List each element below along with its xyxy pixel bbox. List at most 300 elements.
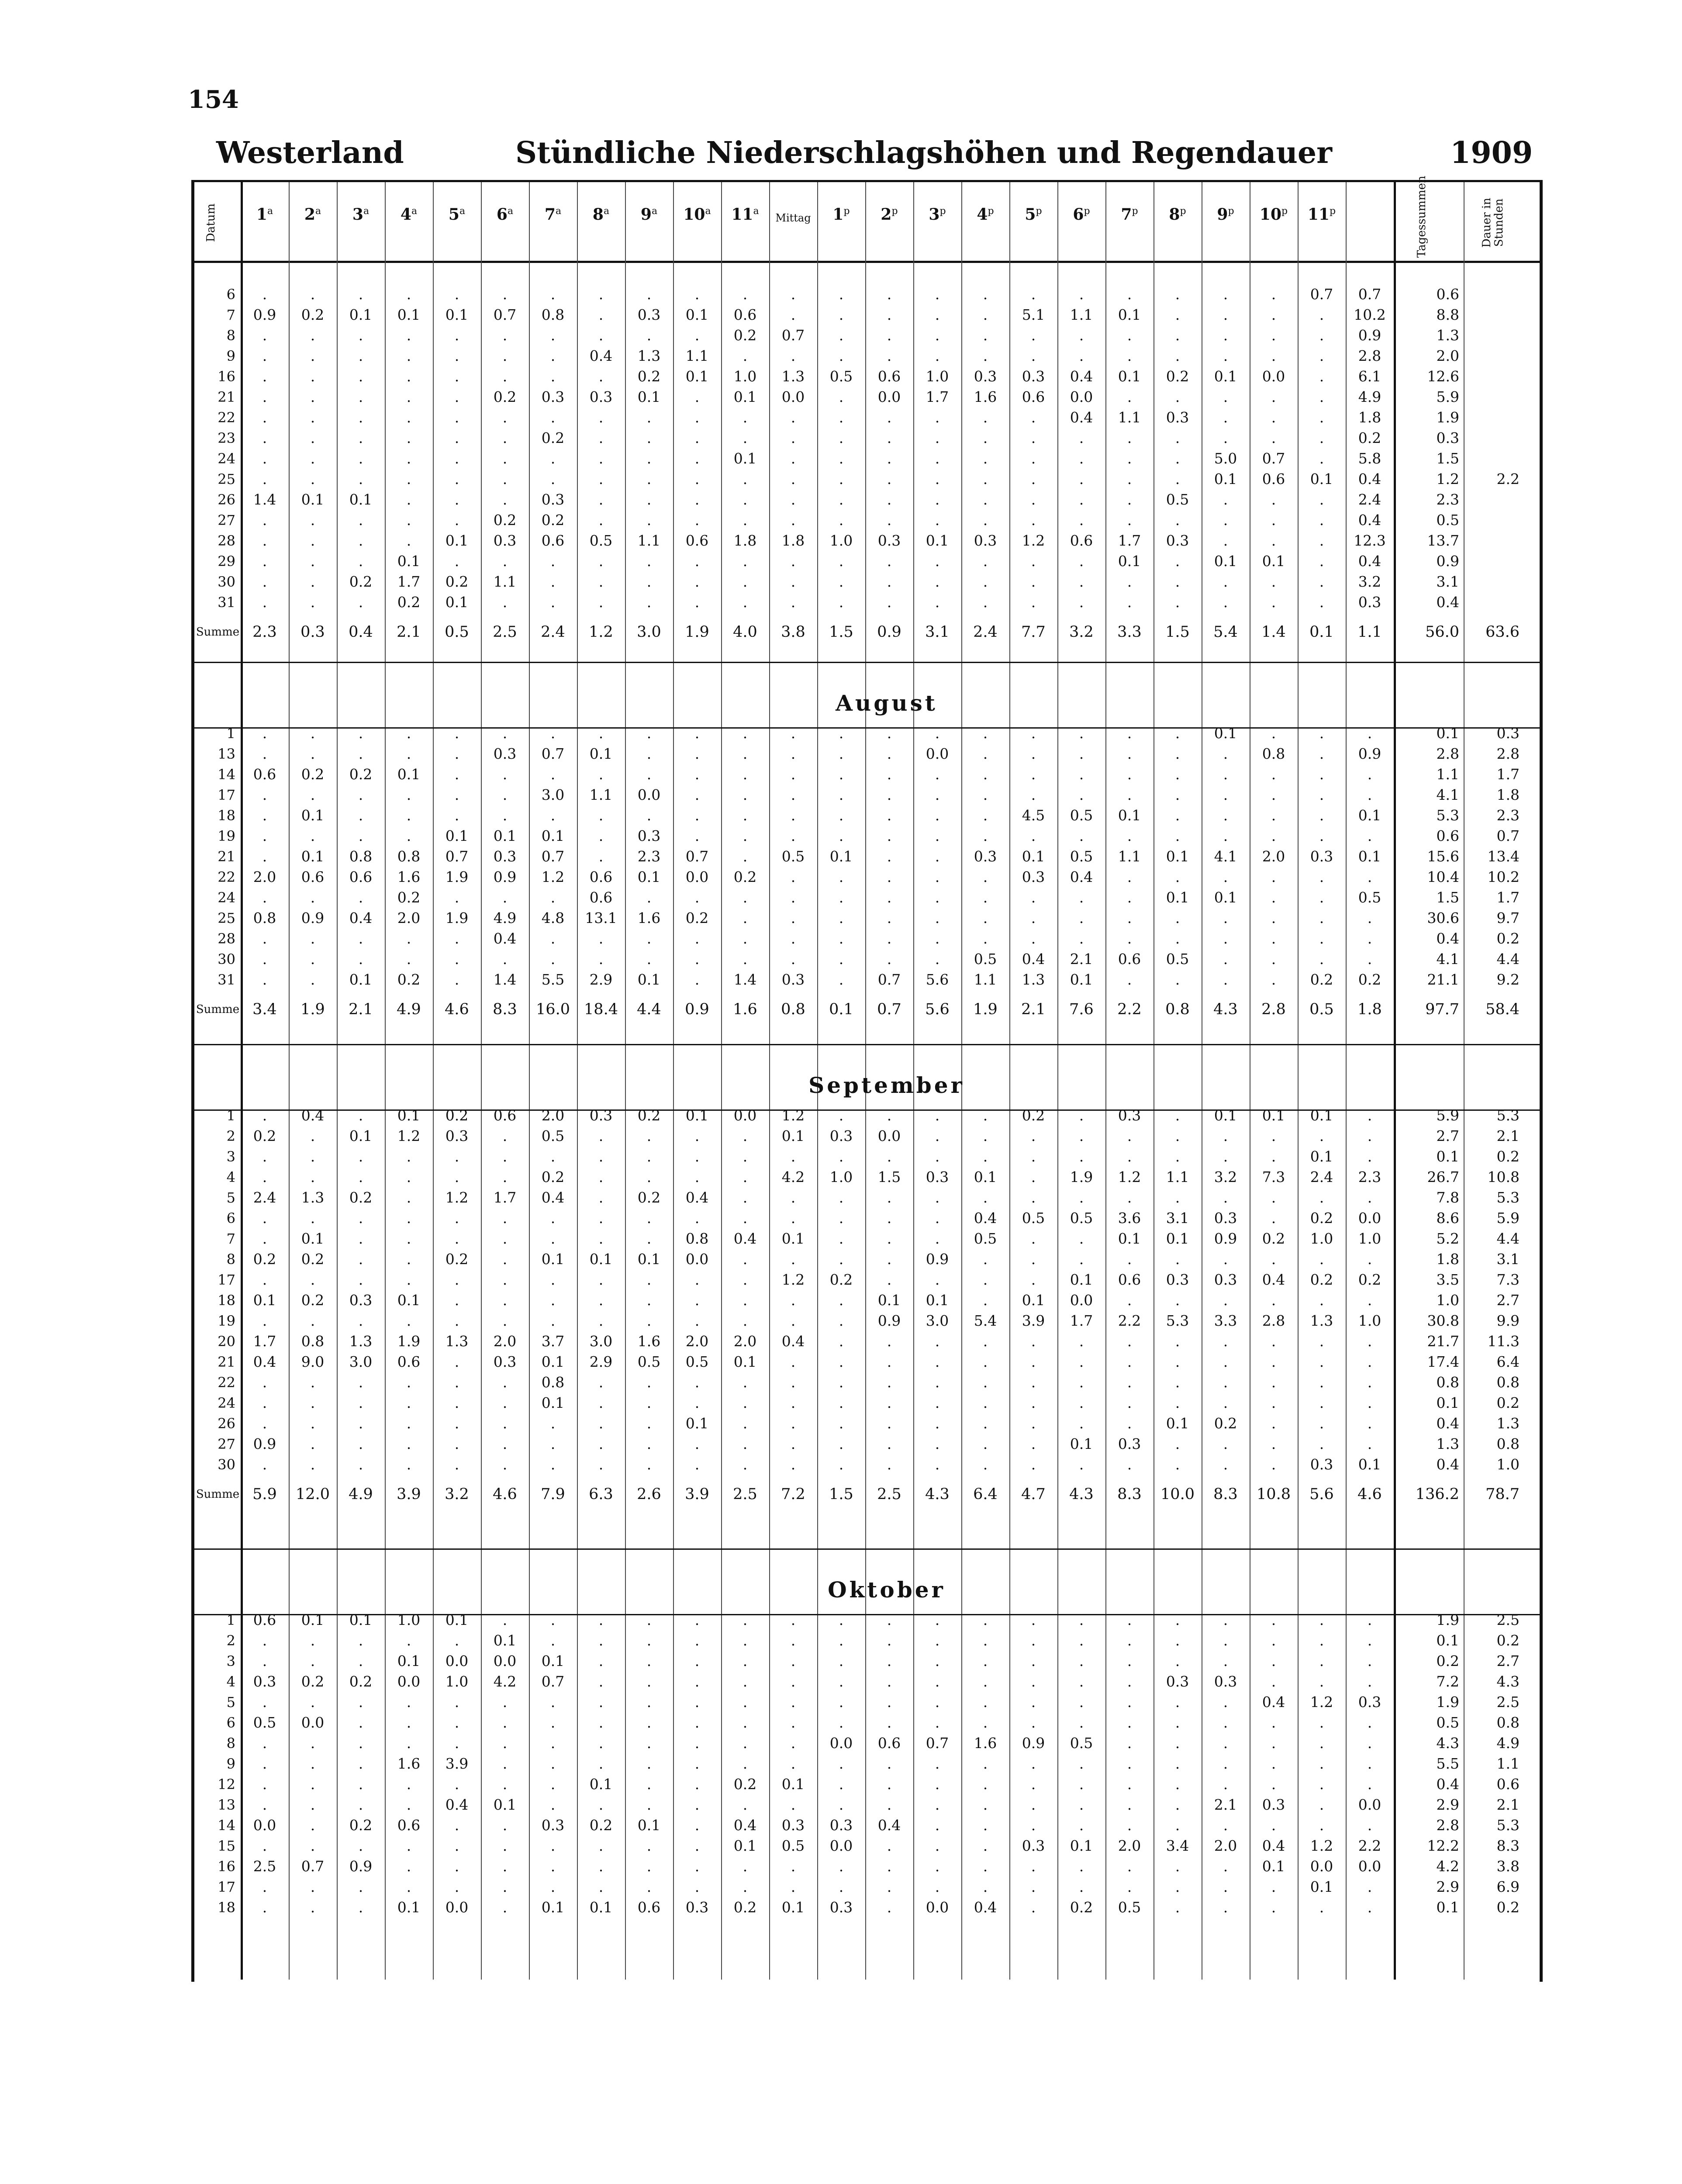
total-cell: 0.1 (1436, 1148, 1459, 1165)
value-cell: . (646, 470, 652, 487)
sum-row (195, 1475, 1524, 1514)
value-cell: 1.6 (637, 909, 661, 926)
value-cell: . (694, 745, 700, 762)
value-cell: . (839, 1333, 844, 1350)
value-cell: . (839, 409, 844, 426)
value-cell: 0.4 (1358, 553, 1382, 570)
value-cell: . (694, 827, 700, 844)
date-cell: 3 (226, 1148, 235, 1165)
value-cell: . (454, 1312, 459, 1329)
date-cell: 27 (218, 1435, 235, 1452)
value-cell: . (791, 347, 796, 364)
value-cell: . (1079, 1127, 1084, 1144)
sum-cell: 1.2 (589, 623, 613, 641)
value-cell: . (310, 1878, 315, 1895)
value-cell: 0.1 (541, 1353, 565, 1370)
value-cell: 0.3 (589, 388, 613, 405)
value-cell: . (1175, 1817, 1180, 1834)
value-cell: . (887, 1251, 892, 1268)
value-cell: . (262, 1878, 267, 1895)
value-cell: . (1223, 1189, 1228, 1206)
table-row (195, 530, 1524, 551)
value-cell: 0.7 (781, 327, 805, 344)
value-cell: 0.1 (253, 1292, 276, 1309)
value-cell: 3.6 (1118, 1209, 1141, 1227)
value-cell: 1.1 (1118, 848, 1141, 865)
value-cell: 0.1 (445, 1611, 469, 1628)
value-cell: . (310, 1693, 315, 1711)
value-cell: . (935, 491, 940, 508)
value-cell: . (550, 1837, 556, 1854)
value-cell: . (791, 1251, 796, 1268)
value-cell: . (262, 807, 267, 824)
value-cell: 0.7 (877, 971, 901, 988)
value-cell: . (1031, 409, 1036, 426)
value-cell: . (935, 409, 940, 426)
data-table (195, 1610, 1524, 1918)
value-cell: . (358, 1230, 363, 1247)
value-cell: 0.8 (541, 306, 565, 323)
value-cell: . (1127, 470, 1132, 487)
value-cell: 1.2 (1310, 1837, 1333, 1854)
value-cell: 1.1 (1070, 306, 1093, 323)
value-cell: . (1175, 306, 1180, 323)
total-cell: 0.6 (1436, 827, 1459, 844)
value-cell: . (454, 786, 459, 803)
value-cell: 2.3 (637, 848, 661, 865)
value-cell: . (502, 766, 508, 783)
value-cell: . (935, 1693, 940, 1711)
value-cell: 0.1 (445, 827, 469, 844)
value-cell: . (1175, 1333, 1180, 1350)
value-cell: . (358, 286, 363, 303)
value-cell: . (694, 1673, 700, 1690)
value-cell: . (1223, 1148, 1228, 1165)
total-cell: 2.9 (1436, 1796, 1459, 1813)
value-cell: . (1031, 1189, 1036, 1206)
value-cell: 1.3 (1022, 971, 1045, 988)
value-cell: . (502, 1456, 508, 1473)
value-cell: . (887, 1333, 892, 1350)
value-cell: . (791, 1611, 796, 1628)
value-cell: . (646, 1394, 652, 1411)
value-cell: . (887, 347, 892, 364)
total-cell: 4.4 (1496, 1230, 1520, 1247)
value-cell: . (550, 1611, 556, 1628)
total-cell: 0.7 (1496, 827, 1520, 844)
value-cell: . (1127, 971, 1132, 988)
value-cell: . (454, 930, 459, 947)
value-cell: . (935, 1394, 940, 1411)
value-cell: . (502, 491, 508, 508)
date-cell: 18 (218, 1899, 235, 1916)
value-cell: . (839, 1189, 844, 1206)
value-cell: . (1031, 1435, 1036, 1452)
value-cell: . (406, 1796, 411, 1813)
value-cell: . (1223, 388, 1228, 405)
value-cell: . (935, 827, 940, 844)
data-table (195, 284, 1524, 652)
value-cell: . (983, 409, 988, 426)
value-cell: 0.1 (685, 1415, 709, 1432)
table-row (195, 1372, 1524, 1393)
value-cell: . (406, 1209, 411, 1227)
value-cell: 1.2 (781, 1271, 805, 1288)
value-cell: 1.3 (349, 1333, 373, 1350)
value-cell: 0.3 (685, 1899, 709, 1916)
value-cell: . (502, 470, 508, 487)
value-cell: . (694, 786, 700, 803)
value-cell: 0.6 (589, 868, 613, 885)
value-cell: . (1079, 1714, 1084, 1731)
total-cell: 0.6 (1496, 1776, 1520, 1793)
value-cell: . (839, 950, 844, 968)
value-cell: . (262, 1652, 267, 1669)
value-cell: 0.7 (926, 1735, 949, 1752)
sum-cell: 4.3 (925, 1486, 950, 1503)
value-cell: . (550, 573, 556, 590)
value-cell: 1.4 (493, 971, 517, 988)
value-cell: . (1031, 1456, 1036, 1473)
total-cell: 0.5 (1436, 1714, 1459, 1731)
value-cell: . (646, 573, 652, 590)
value-cell: . (887, 1632, 892, 1649)
value-cell: . (983, 1189, 988, 1206)
value-cell: . (1319, 1189, 1324, 1206)
value-cell: . (1175, 1456, 1180, 1473)
value-cell: 0.1 (445, 306, 469, 323)
value-cell: . (550, 1456, 556, 1473)
value-cell: . (406, 745, 411, 762)
value-cell: . (310, 450, 315, 467)
value-cell: . (550, 286, 556, 303)
value-cell: . (1271, 347, 1276, 364)
value-cell: . (262, 1456, 267, 1473)
section-divider (191, 662, 1540, 663)
value-cell: . (1127, 1652, 1132, 1669)
value-cell: . (1319, 1127, 1324, 1144)
value-cell: . (1271, 1652, 1276, 1669)
value-cell: . (887, 1755, 892, 1772)
value-cell: . (310, 388, 315, 405)
value-cell: . (1127, 1878, 1132, 1895)
value-cell: . (694, 1817, 700, 1834)
value-cell: 0.3 (781, 1817, 805, 1834)
value-cell: . (550, 1714, 556, 1731)
value-cell: . (1367, 1127, 1372, 1144)
value-cell: 5.6 (926, 971, 949, 988)
value-cell: . (887, 848, 892, 865)
value-cell: . (406, 1878, 411, 1895)
total-cell: 5.3 (1496, 1107, 1520, 1124)
value-cell: . (502, 950, 508, 968)
value-cell: 0.4 (1022, 950, 1045, 968)
value-cell: . (791, 1394, 796, 1411)
table-row (195, 428, 1524, 448)
total-cell: 2.5 (1496, 1693, 1520, 1711)
value-cell: . (694, 725, 700, 742)
value-cell: 0.1 (781, 1127, 805, 1144)
value-cell: . (839, 807, 844, 824)
value-cell: . (550, 1209, 556, 1227)
value-cell: . (887, 409, 892, 426)
value-cell: 0.3 (1022, 368, 1045, 385)
value-cell: . (1223, 1817, 1228, 1834)
value-cell: . (598, 409, 604, 426)
value-cell: 2.2 (1358, 1837, 1382, 1854)
value-cell: . (743, 930, 748, 947)
value-cell: . (887, 766, 892, 783)
value-cell: . (694, 388, 700, 405)
value-cell: . (1079, 1796, 1084, 1813)
value-cell: . (1031, 1652, 1036, 1669)
value-cell: 0.1 (829, 848, 853, 865)
sum-cell: 4.3 (1213, 1001, 1238, 1018)
value-cell: 0.2 (1358, 429, 1382, 446)
header-hour: 11$^a$ (731, 205, 759, 224)
value-cell: . (550, 1755, 556, 1772)
value-cell: . (935, 1456, 940, 1473)
sum-cell: 18.4 (584, 1001, 618, 1018)
value-cell: . (983, 306, 988, 323)
value-cell: 0.4 (877, 1817, 901, 1834)
value-cell: . (550, 1271, 556, 1288)
value-cell: . (983, 807, 988, 824)
value-cell: 0.4 (493, 930, 517, 947)
value-cell: . (743, 909, 748, 926)
value-cell: . (983, 1456, 988, 1473)
value-cell: . (694, 1271, 700, 1288)
value-cell: 2.5 (253, 1858, 276, 1875)
value-cell: . (983, 1652, 988, 1669)
value-cell: 3.0 (926, 1312, 949, 1329)
value-cell: . (1175, 786, 1180, 803)
value-cell: 0.3 (1022, 868, 1045, 885)
value-cell: 0.2 (1262, 1230, 1285, 1247)
value-cell: . (502, 1374, 508, 1391)
value-cell: . (1175, 1148, 1180, 1165)
value-cell: . (1127, 1673, 1132, 1690)
value-cell: . (791, 553, 796, 570)
value-cell: . (791, 1878, 796, 1895)
value-cell: 0.5 (1070, 1735, 1093, 1752)
value-cell: . (454, 511, 459, 529)
value-cell: 0.0 (1310, 1858, 1333, 1875)
value-cell: . (694, 1776, 700, 1793)
value-cell: . (310, 1796, 315, 1813)
value-cell: . (1175, 1189, 1180, 1206)
value-cell: . (550, 553, 556, 570)
value-cell: . (1079, 1374, 1084, 1391)
value-cell: . (502, 1714, 508, 1731)
sum-cell: 2.1 (1021, 1001, 1046, 1018)
value-cell: . (887, 429, 892, 446)
value-cell: 0.2 (1022, 1107, 1045, 1124)
value-cell: . (1223, 491, 1228, 508)
value-cell: 0.1 (349, 971, 373, 988)
date-cell: 26 (218, 491, 235, 508)
value-cell: 0.3 (829, 1127, 853, 1144)
value-cell: . (935, 1632, 940, 1649)
value-cell: . (935, 930, 940, 947)
value-cell: . (262, 1735, 267, 1752)
value-cell: . (694, 930, 700, 947)
value-cell: 0.6 (1262, 470, 1285, 487)
value-cell: . (1127, 511, 1132, 529)
date-cell: 20 (218, 1333, 235, 1350)
date-cell: 17 (218, 786, 235, 803)
value-cell: 0.5 (637, 1353, 661, 1370)
table-row (195, 489, 1524, 510)
value-cell: . (791, 1189, 796, 1206)
value-cell: 0.1 (1166, 889, 1189, 906)
sum-cell: 97.7 (1425, 1001, 1459, 1018)
value-cell: 1.3 (1310, 1312, 1333, 1329)
month-heading: September (808, 1072, 965, 1098)
value-cell: . (262, 368, 267, 385)
value-cell: . (935, 1353, 940, 1370)
value-cell: . (1175, 347, 1180, 364)
header-hour: 5$^p$ (1025, 205, 1042, 224)
value-cell: . (1319, 1251, 1324, 1268)
value-cell: . (1223, 786, 1228, 803)
value-cell: 1.9 (445, 909, 469, 926)
value-cell: 4.8 (541, 909, 565, 926)
value-cell: . (1127, 1776, 1132, 1793)
date-cell: 8 (226, 1251, 235, 1268)
value-cell: 2.4 (1358, 491, 1382, 508)
value-cell: . (262, 429, 267, 446)
value-cell: . (887, 1456, 892, 1473)
value-cell: . (983, 1353, 988, 1370)
value-cell: . (983, 1693, 988, 1711)
value-cell: . (598, 1714, 604, 1731)
date-cell: 30 (218, 950, 235, 968)
value-cell: 1.6 (397, 868, 421, 885)
total-cell: 1.1 (1496, 1755, 1520, 1772)
total-cell: 10.8 (1487, 1168, 1520, 1185)
table-row (195, 1310, 1524, 1331)
value-cell: . (1367, 950, 1372, 968)
date-cell: 24 (218, 450, 235, 467)
table-row (195, 1692, 1524, 1712)
value-cell: . (598, 1693, 604, 1711)
value-cell: 0.0 (926, 1899, 949, 1916)
value-cell: . (358, 1435, 363, 1452)
total-cell: 21.7 (1427, 1333, 1459, 1350)
value-cell: 1.9 (397, 1333, 421, 1350)
value-cell: 1.9 (445, 868, 469, 885)
value-cell: 0.8 (301, 1333, 325, 1350)
value-cell: . (1319, 1353, 1324, 1370)
value-cell: . (887, 1611, 892, 1628)
value-cell: . (983, 286, 988, 303)
value-cell: . (983, 766, 988, 783)
month-heading: August (836, 690, 938, 716)
value-cell: . (1319, 1292, 1324, 1309)
value-cell: . (839, 1652, 844, 1669)
value-cell: . (406, 368, 411, 385)
sum-cell: 8.3 (493, 1001, 517, 1018)
value-cell: 5.3 (1166, 1312, 1189, 1329)
value-cell: . (743, 950, 748, 968)
date-cell: 13 (218, 745, 235, 762)
value-cell: . (1271, 1415, 1276, 1432)
value-cell: . (1031, 1251, 1036, 1268)
table-row (195, 284, 1524, 304)
value-cell: . (406, 930, 411, 947)
value-cell: . (358, 429, 363, 446)
value-cell: . (1223, 1611, 1228, 1628)
value-cell: . (983, 1755, 988, 1772)
value-cell: . (454, 388, 459, 405)
value-cell: . (598, 1394, 604, 1411)
value-cell: . (1223, 347, 1228, 364)
value-cell: 2.8 (1358, 347, 1382, 364)
value-cell: . (502, 1271, 508, 1288)
value-cell: . (839, 889, 844, 906)
value-cell: . (887, 491, 892, 508)
value-cell: . (262, 1271, 267, 1288)
value-cell: . (694, 511, 700, 529)
table-row (195, 743, 1524, 764)
value-cell: 0.6 (301, 868, 325, 885)
value-cell: . (1223, 1632, 1228, 1649)
total-cell: 13.4 (1487, 848, 1520, 865)
value-cell: . (1319, 1415, 1324, 1432)
value-cell: 1.0 (1310, 1230, 1333, 1247)
value-cell: . (1223, 327, 1228, 344)
sum-cell: 2.3 (252, 623, 277, 641)
value-cell: . (646, 1735, 652, 1752)
value-cell: 0.1 (1262, 1858, 1285, 1875)
value-cell: . (1175, 971, 1180, 988)
value-cell: . (1319, 1817, 1324, 1834)
value-cell: . (983, 1776, 988, 1793)
value-cell: . (502, 1837, 508, 1854)
value-cell: . (1319, 388, 1324, 405)
value-cell: . (1175, 553, 1180, 570)
value-cell: . (1223, 573, 1228, 590)
value-cell: 0.4 (781, 1333, 805, 1350)
table-row (195, 1794, 1524, 1815)
date-cell: 5 (226, 1189, 235, 1206)
value-cell: . (1319, 1776, 1324, 1793)
value-cell: . (646, 950, 652, 968)
value-cell: . (1319, 532, 1324, 549)
total-cell: 2.7 (1436, 1127, 1459, 1144)
value-cell: . (1271, 1127, 1276, 1144)
value-cell: . (1031, 1714, 1036, 1731)
value-cell: 0.6 (685, 532, 709, 549)
value-cell: . (1223, 532, 1228, 549)
value-cell: . (694, 429, 700, 446)
value-cell: . (454, 1230, 459, 1247)
total-cell: 1.5 (1436, 889, 1459, 906)
value-cell: . (1031, 1858, 1036, 1875)
sum-cell: 2.1 (349, 1001, 373, 1018)
value-cell: . (1223, 511, 1228, 529)
value-cell: . (694, 1858, 700, 1875)
value-cell: 0.4 (1070, 368, 1093, 385)
value-cell: . (1079, 450, 1084, 467)
value-cell: . (1127, 930, 1132, 947)
value-cell: 0.2 (589, 1817, 613, 1834)
value-cell: 0.1 (1022, 848, 1045, 865)
date-cell: 6 (226, 1714, 235, 1731)
value-cell: 1.1 (685, 347, 709, 364)
total-cell: 9.7 (1496, 909, 1520, 926)
